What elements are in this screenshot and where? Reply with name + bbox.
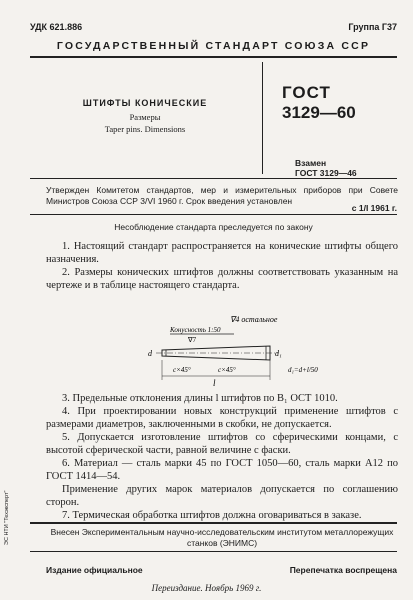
replaces-value: ГОСТ 3129—46 xyxy=(295,168,357,178)
small-diameter-label: d xyxy=(148,349,152,358)
mid-rule xyxy=(30,178,397,179)
chamfer-left-label: c×45° xyxy=(173,366,191,374)
reissue-note: Переиздание. Ноябрь 1969 г. xyxy=(151,583,262,593)
footer-rule-2 xyxy=(30,551,397,552)
gost-label: ГОСТ xyxy=(282,83,331,102)
official-edition: Издание официальное xyxy=(46,565,143,575)
law-notice: Несоблюдение стандарта преследуется по закону xyxy=(114,222,313,232)
title-divider xyxy=(262,62,263,174)
paragraph-6b: Применение других марок материалов допускается по соглашению сторон. xyxy=(46,484,398,508)
surface-mark: ∇7 xyxy=(188,336,197,344)
group-code: Группа Г37 xyxy=(348,22,397,32)
paragraph-3: 3. Предельные отклонения длины l штифтов по B₁ ОСТ 1010. xyxy=(62,393,338,404)
paragraph-4: 4. При проектировании новых конструкций применение штифтов с размерами диаметров, заключенными в скобки, не допускается. xyxy=(46,406,398,430)
udk-code: УДК 621.886 xyxy=(30,22,83,32)
taper-label: Конусность 1:50 xyxy=(170,326,221,334)
finish-label: ∇4 остальное xyxy=(230,315,278,324)
section-1-2 xyxy=(46,240,398,292)
english-title: Taper pins. Dimensions xyxy=(104,124,186,134)
header-line xyxy=(30,22,397,36)
document-subtitle: Размеры xyxy=(129,112,161,122)
document-title: ШТИФТЫ КОНИЧЕСКИЕ xyxy=(82,98,208,108)
gost-box xyxy=(282,83,402,123)
reprint-prohibited: Перепечатка воспрещена xyxy=(289,565,397,575)
introduction-date: с 1/I 1961 г. xyxy=(351,203,397,213)
gost-number: 3129—60 xyxy=(282,103,356,122)
pin-drawing xyxy=(100,312,390,392)
paragraph-1: 1. Настоящий стандарт распространяется на конические штифты общего назначения. xyxy=(46,241,398,265)
top-rule xyxy=(30,56,397,58)
replaces-label: Взамен xyxy=(295,158,327,168)
introduced-by: Внесен Экспериментальным научно-исследовательским институтом металлорежущих станков (ЭНИМС) xyxy=(50,527,394,548)
section-3-7 xyxy=(46,392,398,522)
approval-text: Утвержден Комитетом стандартов, мер и измерительных приборов при Совете Министров Союза ССР 3/VI 1960 г. Срок введения установлен xyxy=(46,185,398,206)
margin-note: ЭС НТИ "Техэксперт" xyxy=(4,490,10,545)
paragraph-5: 5. Допускается изготовление штифтов со сферическими концами, с высотой сферической части, равной величине c фаски. xyxy=(46,432,398,456)
footer-rule xyxy=(30,522,397,524)
approval-rule xyxy=(30,214,397,215)
large-diameter-label: d₁ xyxy=(275,349,282,358)
chamfer-right-label: c×45° xyxy=(218,366,236,374)
diameter-formula: d₁=d+l/50 xyxy=(288,366,318,374)
standard-title: ГОСУДАРСТВЕННЫЙ СТАНДАРТ СОЮЗА ССР xyxy=(56,40,371,52)
length-label: l xyxy=(213,378,216,388)
title-block xyxy=(55,98,235,134)
paragraph-6: 6. Материал — сталь марки 45 по ГОСТ 1050—60, сталь марки А12 по ГОСТ 1414—54. xyxy=(46,458,398,482)
paragraph-7: 7. Термическая обработка штифтов должна оговариваться в заказе. xyxy=(62,510,362,521)
paragraph-2: 2. Размеры конических штифтов должны соответствовать указанным на чертеже и в таблице настоящего стандарта. xyxy=(46,267,398,291)
replaces-block xyxy=(295,158,357,178)
